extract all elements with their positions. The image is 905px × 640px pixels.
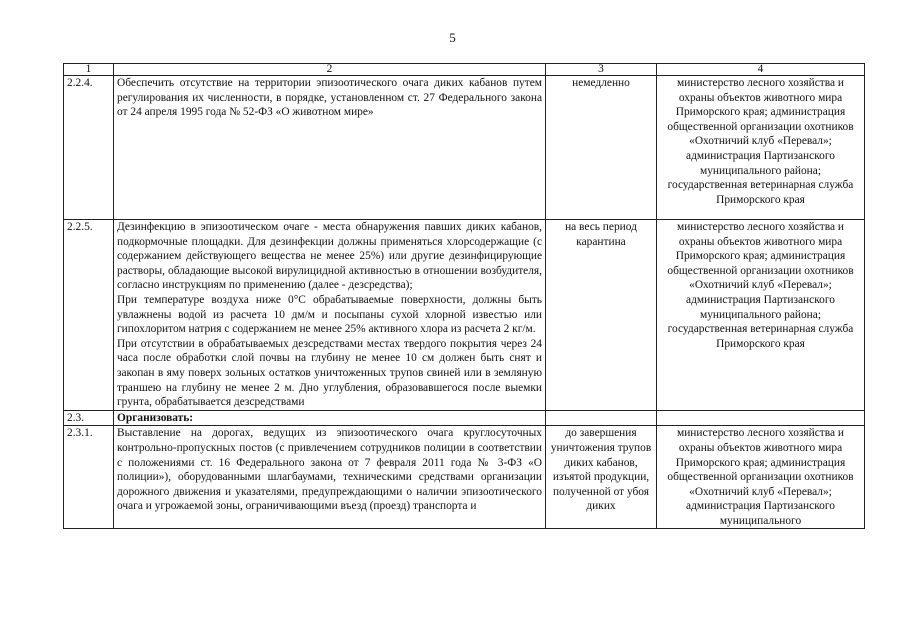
item-paragraph: Выставление на дорогах, ведущих из эпизоотического очага круглосуточных контрольно-пропускных постов (с привлечением сотрудников полиции в соответствии с положениями ст. 16 Федерального закона от 7 февраля 2011 года № 3-ФЗ «О полиции»), оборудованными шлагбаумами, техническими средствами организации дорожного движения и указателями, предупреждающими о наличии эпизоотического очага и угрожаемой зоны, ограничивающими въезд (проезд) транспорта и bbox=[117, 427, 542, 513]
item-text bbox=[114, 426, 546, 529]
page-number: 5 bbox=[449, 30, 456, 45]
measures-table bbox=[63, 63, 865, 529]
item-responsible: министерство лесного хозяйства и охраны объектов животного мира Приморского края; администрация общественной организации охотников «Охотничий клуб «Перевал»; администрация Партизанского муниципального bbox=[657, 426, 865, 529]
item-responsible: министерство лесного хозяйства и охраны объектов животного мира Приморского края; администрация общественной организации охотников «Охотничий клуб «Перевал»; администрация Партизанского муниципального района; государственная ветеринарная служба Приморского края bbox=[657, 220, 865, 411]
item-number: 2.2.5. bbox=[64, 220, 114, 411]
item-responsible: министерство лесного хозяйства и охраны объектов животного мира Приморского края; администрация общественной организации охотников «Охотничий клуб «Перевал»; администрация Партизанского муниципального района; государственная ветеринарная служба Приморского края bbox=[657, 76, 865, 220]
item-paragraph: Организовать: bbox=[117, 411, 194, 424]
item-paragraph: Дезинфекцию в эпизоотическом очаге - места обнаружения павших диких кабанов, подкормочные площадки. Для дезинфекции должны применяться хлорсодержащие (с содержанием действующего вещества не менее 25%) или другие дезинфицирующие растворы, обладающие высокой вирулицидной активностью в отношении возбудителя, согласно инструкциям по применению (далее - дезсредства); bbox=[117, 221, 542, 292]
column-header-2: 2 bbox=[114, 64, 546, 76]
column-header-1: 1 bbox=[64, 64, 114, 76]
table-row bbox=[64, 220, 865, 411]
table-row bbox=[64, 410, 865, 426]
item-term bbox=[546, 410, 657, 426]
item-responsible bbox=[657, 410, 865, 426]
item-text bbox=[114, 410, 546, 426]
item-number: 2.3.1. bbox=[64, 426, 114, 529]
table-header-row bbox=[64, 64, 865, 76]
item-term: до завершения уничтожения трупов диких кабанов, изъятой продукции, полученной от убоя диких bbox=[546, 426, 657, 529]
table-row bbox=[64, 76, 865, 220]
item-text bbox=[114, 76, 546, 220]
item-text bbox=[114, 220, 546, 411]
item-term: на весь период карантина bbox=[546, 220, 657, 411]
column-header-4: 4 bbox=[657, 64, 865, 76]
item-paragraph: При температуре воздуха ниже 0°С обрабатываемые поверхности, должны быть увлажнены водой из расчета 10 дм/м и посыпаны сухой хлорной известью или гипохлоритом натрия с содержанием не менее 25% активного хлора из расчета 2 кг/м. bbox=[117, 293, 542, 336]
item-number: 2.3. bbox=[64, 410, 114, 426]
table-row bbox=[64, 426, 865, 529]
item-paragraph: Обеспечить отсутствие на территории эпизоотического очага диких кабанов путем регулирования их численности, в порядке, установленном ст. 27 Федерального закона от 24 апреля 1995 года № 52-ФЗ «О животном мире» bbox=[117, 77, 542, 119]
item-term: немедленно bbox=[546, 76, 657, 220]
item-number: 2.2.4. bbox=[64, 76, 114, 220]
column-header-3: 3 bbox=[546, 64, 657, 76]
item-paragraph: При отсутствии в обрабатываемых дезсредствами местах твердого покрытия через 24 часа после обработки слой почвы на глубину не менее 10 см должен быть снят и закопан в яму поверх зольных остатков уничтоженных трупов свиней или в земляную траншею на глубину не менее 2 м. Дно углубления, образовавшегося после выемки грунта, обрабатывается дезсредствами bbox=[117, 337, 542, 409]
